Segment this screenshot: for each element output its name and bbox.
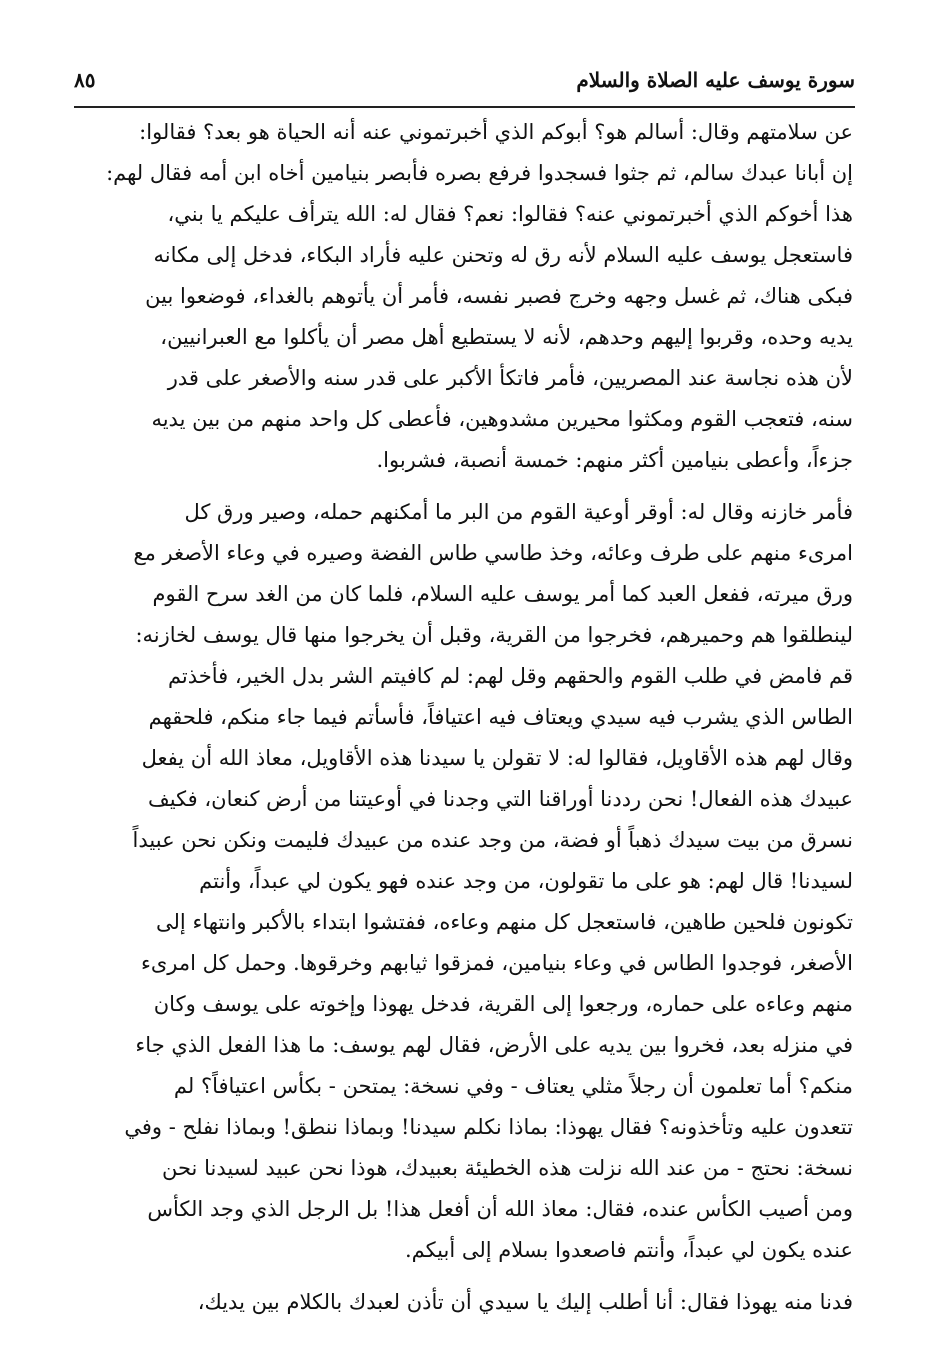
running-title: سورة يوسف عليه الصلاة والسلام <box>576 68 855 92</box>
text-line: عنده يكون لي عبداً، وأنتم فاصعدوا بسلام إلى أبيكم. <box>404 1238 853 1262</box>
text-line: الطاس الذي يشرب فيه سيدي ويعتاف فيه اعتيافاً، فأسأتم فيما جاء منكم، فلحقهم <box>148 705 853 729</box>
text-line: لسيدنا! قال لهم: هو على ما تقولون، من وجد عنده فهو يكون لي عبداً، وأنتم <box>199 869 853 893</box>
text-line: ورق ميرته، ففعل العبد كما أمر يوسف عليه السلام، فلما كان من الغد سرح القوم <box>152 582 853 606</box>
page-number: ٨٥ <box>74 68 96 92</box>
paragraph-gap <box>72 1271 853 1282</box>
paragraph-3 <box>72 1282 853 1323</box>
text-line: منهم وعاءه على حماره، ورجعوا إلى القرية، فدخل يهوذا وإخوته على يوسف وكان <box>153 992 853 1016</box>
text-line: قم فامض في طلب القوم والحقهم وقل لهم: لم كافيتم الشر بدل الخير، فأخذتم <box>167 664 853 688</box>
text-line: امرىء منهم على طرف وعائه، وخذ طاسي طاس الفضة وصيره في وعاء الأصغر مع <box>133 541 853 565</box>
text-line: جزءاً، وأعطى بنيامين أكثر منهم: خمسة أنصبة، فشربوا. <box>376 448 853 472</box>
text-line: فدنا منه يهوذا فقال: أنا أطلب إليك يا سيدي أن تأذن لعبدك بالكلام بين يديك، <box>197 1290 853 1314</box>
text-line: سنه، فتعجب القوم ومكثوا محيرين مشدوهين، فأعطى كل واحد منهم من بين يديه <box>151 407 853 431</box>
text-line: ومن أصيب الكأس عنده، فقال: معاذ الله أن أفعل هذا! بل الرجل الذي وجد الكأس <box>147 1197 853 1221</box>
text-line: في منزله بعد، فخروا بين يديه على الأرض، فقال لهم يوسف: ما هذا الفعل الذي جاء <box>135 1033 853 1057</box>
text-line: إن أبانا عبدك سالم، ثم جثوا فسجدوا فرفع بصره فأبصر بنيامين أخاه ابن أمه فقال لهم: <box>106 161 853 185</box>
paragraph-2 <box>72 492 853 1271</box>
body-text <box>72 112 853 1323</box>
text-line: تكونون فلحين طاهين، فاستعجل كل منهم وعاءه، ففتشوا ابتداء بالأكبر وانتهاء إلى <box>156 910 853 934</box>
text-line: عبيدك هذه الفعال! نحن رددنا أوراقنا التي وجدنا في أوعيتنا من أرض كنعان، فكيف <box>148 787 853 811</box>
text-line: عن سلامتهم وقال: أسالم هو؟ أبوكم الذي أخبرتموني عنه أنه الحياة هو بعد؟ فقالوا: <box>139 120 853 144</box>
page-header <box>74 68 855 102</box>
text-line: تتعدون عليه وتأخذونه؟ فقال يهوذا: بماذا نكلم سيدنا! وبماذا ننطق! وبماذا نفلح - وفي <box>124 1115 853 1139</box>
text-line: الأصغر، فوجدوا الطاس في وعاء بنيامين، فمزقوا ثيابهم وخرقوها. وحمل كل امرىء <box>140 951 853 975</box>
paragraph-1 <box>72 112 853 481</box>
text-line: فأمر خازنه وقال له: أوقر أوعية القوم من البر ما أمكنهم حمله، وصير ورق كل <box>184 500 853 524</box>
text-line: نسرق من بيت سيدك ذهباً أو فضة، من وجد عنده من عبيدك فليمت ونكن نحن عبيداً <box>132 828 853 852</box>
text-line: يديه وحده، وقربوا إليهم وحدهم، لأنه لا يستطيع أهل مصر أن يأكلوا مع العبرانيين، <box>160 325 853 349</box>
text-line: فاستعجل يوسف عليه السلام لأنه رق له وتحنن عليه فأراد البكاء، فدخل إلى مكانه <box>153 243 853 267</box>
text-line: منكم؟ أما تعلمون أن رجلاً مثلي يعتاف - وفي نسخة: يمتحن - بكأس اعتيافاً؟ لم <box>173 1074 853 1098</box>
paragraph-gap <box>72 481 853 492</box>
text-line: هذا أخوكم الذي أخبرتموني عنه؟ فقالوا: نعم؟ فقال له: الله يترأف عليكم يا بني، <box>167 202 853 226</box>
header-rule <box>74 106 855 108</box>
text-line: فبكى هناك، ثم غسل وجهه وخرج فصبر نفسه، فأمر أن يأتوهم بالغداء، فوضعوا بين <box>145 284 853 308</box>
text-line: نسخة: نحتج - من عند الله نزلت هذه الخطيئة بعبيدك، هوذا نحن عبيد لسيدنا نحن <box>162 1156 853 1180</box>
text-line: وقال لهم هذه الأقاويل، فقالوا له: لا تقولن يا سيدنا هذه الأقاويل، معاذ الله أن يفعل <box>141 746 853 770</box>
text-line: لأن هذه نجاسة عند المصريين، فأمر فاتكأ الأكبر على قدر سنه والأصغر على قدر <box>167 366 853 390</box>
text-line: لينطلقوا هم وحميرهم، فخرجوا من القرية، وقبل أن يخرجوا منها قال يوسف لخازنه: <box>135 623 853 647</box>
